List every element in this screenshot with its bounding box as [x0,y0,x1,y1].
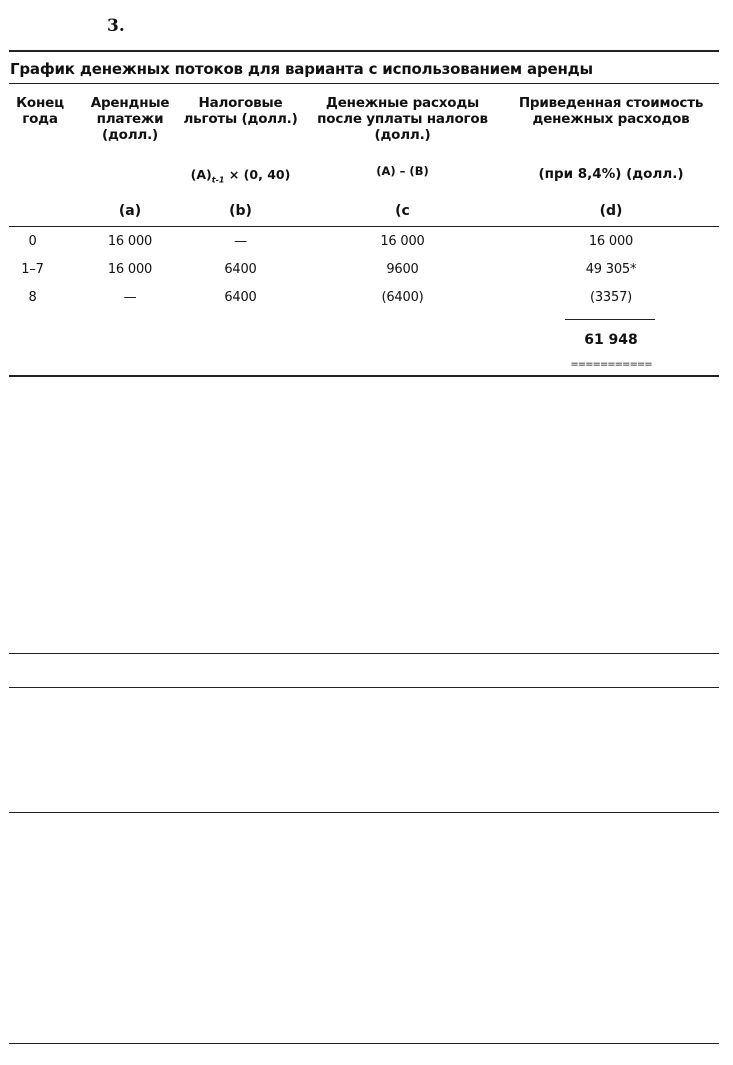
double-underline: =========== [570,359,652,370]
table-cell: 16 000 [588,234,634,249]
formula-after-tax: (A) – (B) [376,164,429,178]
table-cell: 9600 [386,262,419,277]
table-cell: — [123,290,137,305]
col-letter-d: (d) [599,203,623,219]
table-cell: 16 000 [107,262,153,277]
col-header-tax-benefits: Налоговые льготы (долл.) [183,95,298,127]
table-cell: 6400 [224,262,257,277]
table-cell: (6400) [381,290,424,305]
divider-rule [9,812,719,813]
table-top-rule [9,50,719,52]
divider-rule [9,653,719,654]
col-header-present-value: Приведенная стоимость денежных расходов [518,95,704,127]
formula-tax-benefits: $(A)_{t-1} \times (0$, 40) [190,167,291,185]
total-value: 61 948 [584,332,638,348]
divider-rule [9,687,719,688]
col-letter-b: (b) [229,203,252,219]
divider-rule [9,1043,719,1044]
col-letter-c: (c [395,203,410,219]
formula-present-value: (при 8,4%) (долл.) [538,166,684,182]
title-rule [9,83,719,84]
table-cell: (3357) [589,290,633,305]
table-cell: 16 000 [107,234,153,249]
table-cell: 8 [28,290,37,305]
table-cell: 16 000 [380,234,425,249]
col-header-year-end: Конец года [16,95,64,127]
table-cell: 6400 [224,290,257,305]
table-cell: — [234,234,247,249]
table-cell: 1–7 [21,262,44,277]
col-header-after-tax-outflows: Денежные расходы после уплаты налогов (долл.) [317,95,488,143]
table-bottom-rule [9,375,719,377]
table-title: График денежных потоков для варианта с использованием аренды [10,60,593,78]
sum-underline [565,319,655,320]
table-cell: 0 [28,234,37,249]
section-number: 3. [107,16,125,36]
header-rule [9,226,719,227]
col-letter-a: (a) [118,203,142,219]
table-cell: 49 305* [585,262,637,277]
col-header-lease-payments: Арендные платежи (долл.) [90,95,170,143]
